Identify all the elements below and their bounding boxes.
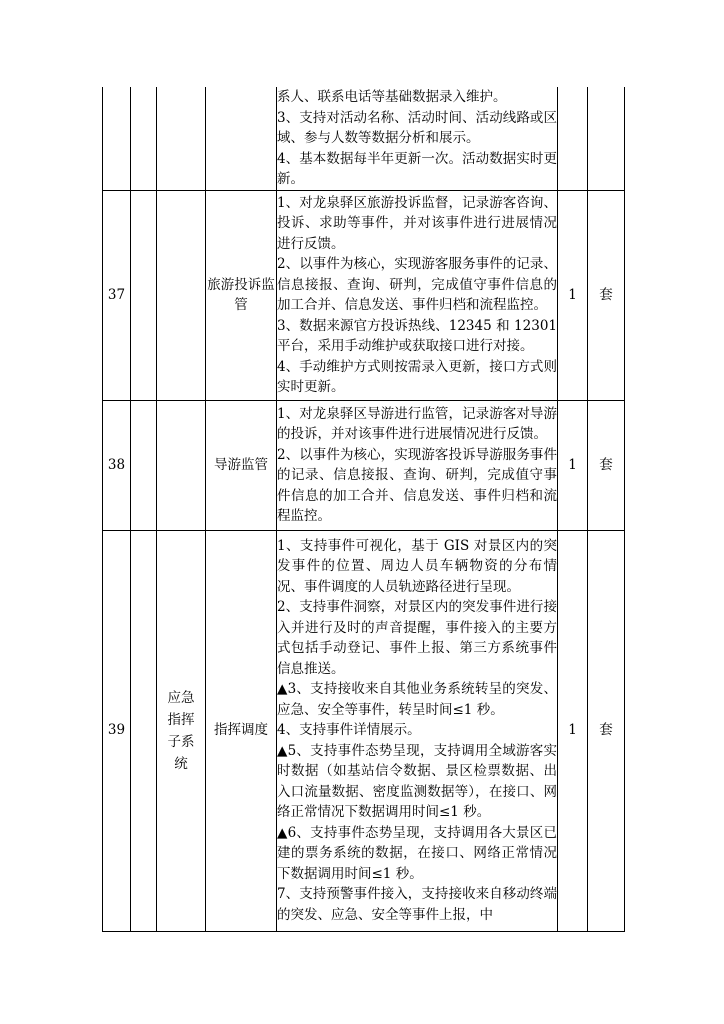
function-description (277, 87, 558, 190)
row-number: 38 (103, 400, 131, 530)
system-name (157, 190, 206, 400)
description-line: 4、基本数据每半年更新一次。活动数据实时更新。 (277, 150, 557, 187)
function-name: 指挥调度 (206, 530, 277, 931)
unit: 套 (588, 400, 625, 530)
description-line: ▲5、支持事件态势呈现，支持调用全域游客实时数据（如基站信令数据、景区检票数据、出入口流量数据、密度监测数据等），在接口、网络正常情况下数据调用时间≤1 秒。 (277, 742, 557, 821)
spec-table (102, 87, 625, 932)
quantity: 1 (558, 530, 588, 931)
row-number: 37 (103, 190, 131, 400)
blank-cell (131, 190, 157, 400)
blank-cell (131, 87, 157, 190)
function-name: 旅游投诉监管 (206, 190, 277, 400)
quantity (558, 87, 588, 190)
description-line: 4、支持事件详情展示。 (277, 722, 421, 739)
description-line: 2、支持事件洞察，对景区内的突发事件进行接入并进行及时的声音提醒，事件接入的主要方式包括手动登记、事件上报、第三方系统事件信息推送。 (277, 599, 557, 677)
function-name: 导游监管 (206, 400, 277, 530)
function-description (277, 400, 558, 530)
unit (588, 87, 625, 190)
row-number: 39 (103, 530, 131, 931)
unit: 套 (588, 530, 625, 931)
row-number (103, 87, 131, 190)
unit: 套 (588, 190, 625, 400)
blank-cell (131, 400, 157, 530)
description-line: 系人、联系电话等基础数据录入维护。 (277, 89, 507, 105)
system-name: 应急指挥子系统 (157, 530, 206, 931)
function-description (277, 190, 558, 400)
description-line: 1、支持事件可视化，基于 GIS 对景区内的突发事件的位置、周边人员车辆物资的分布情况、事件调度的人员轨迹路径进行呈现。 (277, 537, 557, 595)
table-row (103, 400, 625, 530)
function-description (277, 530, 558, 931)
description-line: 2、以事件为核心，实现游客投诉导游服务事件的记录、信息接报、查询、研判，完成值守事件信息的加工合并、信息发送、事件归档和流程监控。 (277, 446, 557, 524)
description-line: ▲6、支持事件态势呈现，支持调用各大景区已建的票务系统的数据，在接口、网络正常情况下数据调用时间≤1 秒。 (277, 824, 557, 882)
description-line: 3、数据来源官方投诉热线、12345 和 12301 平台，采用手动维护或获取接口进行对接。 (277, 317, 557, 354)
description-line: 7、支持预警事件接入，支持接收来自移动终端的突发、应急、安全等事件上报，中 (277, 886, 557, 923)
description-line: 1、对龙泉驿区旅游投诉监督，记录游客咨询、投诉、求助等事件，并对该事件进行进展情况进行反馈。 (277, 194, 557, 252)
function-name (206, 87, 277, 190)
description-line: 1、对龙泉驿区导游进行监管，记录游客对导游的投诉，并对该事件进行进展情况进行反馈。 (277, 405, 557, 442)
description-line: 4、手动维护方式则按需录入更新，接口方式则实时更新。 (277, 358, 557, 395)
system-name (157, 87, 206, 190)
table-row (103, 530, 625, 931)
blank-cell (131, 530, 157, 931)
table-row (103, 190, 625, 400)
description-line: 3、支持对活动名称、活动时间、活动线路或区域、参与人数等数据分析和展示。 (277, 109, 557, 146)
system-name (157, 400, 206, 530)
description-line: 2、以事件为核心，实现游客服务事件的记录、信息接报、查询、研判，完成值守事件信息的加工合并、信息发送、事件归档和流程监控。 (277, 256, 557, 313)
description-line: ▲3、支持接收来自其他业务系统转呈的突发、应急、安全等事件，转呈时间≤1 秒。 (277, 681, 557, 718)
quantity: 1 (558, 190, 588, 400)
table-row (103, 87, 625, 190)
quantity: 1 (558, 400, 588, 530)
